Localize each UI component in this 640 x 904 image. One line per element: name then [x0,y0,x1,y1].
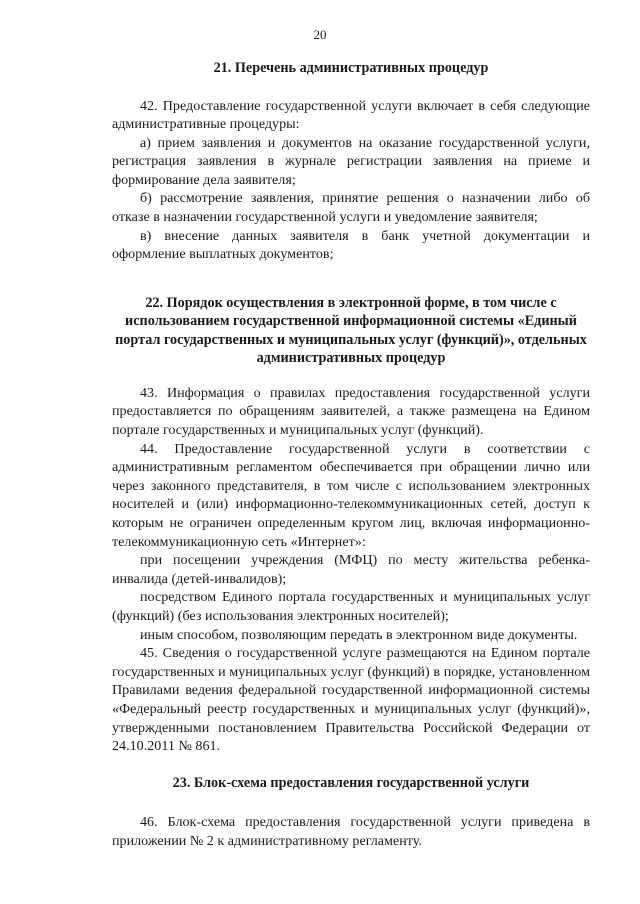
paragraph-44-portal: посредством Единого портала государственных и муниципальных услуг (функций) (без использования электронных носителей); [112,589,590,624]
section-23-heading: 23. Блок-схема предоставления государственной услуги [172,774,530,791]
paragraph-43: 43. Информация о правилах предоставления государственной услуги предоставляется по обращениям заявителей, а также размещена на Едином портале государственных и муниципальных услуг (функций). [112,384,590,439]
section-21-heading: 21. Перечень административных процедур [213,60,489,76]
paragraph-42c: в) внесение данных заявителя в банк учетной документации и оформление выплатных документов; [112,227,590,263]
paragraph-44-other: иным способом, позволяющим передать в электронном виде документы. [140,626,578,643]
page-number: 20 [313,27,327,42]
paragraph-44-mfc: при посещении учреждения (МФЦ) по месту жительства ребенка-инвалида (детей-инвалидов); [112,552,590,587]
paragraph-45: 45. Сведения о государственной услуге размещаются на Едином портале государственных и муниципальных услуг (функций) в порядке, установленном Правилами ведения федеральной государственной информационной системы «Федеральный реестр государственных и муниципальных услуг (функций)», утвержденными постановлением Правительства Российской Федерации от 24.10.2011 № 861. [112,645,590,755]
section-22-heading: 22. Порядок осуществления в электронной форме, в том числе с использованием государственной информационной системы «Единый портал государственных и муниципальных услуг (функций)», отдельных административных процедур [115,294,587,367]
paragraph-46: 46. Блок-схема предоставления государственной услуги приведена в приложении № 2 к административному регламенту. [112,814,590,849]
paragraph-42a: а) прием заявления и документов на оказание государственной услуги, регистрация заявления в журнале регистрации заявления на приеме и формирование дела заявителя; [112,134,590,188]
section-23-body [112,813,590,850]
paragraph-44: 44. Предоставление государственной услуги в соответствии с административным регламентом обеспечивается при обращении лично или через законного представителя, в том числе с использованием электронных носителей и (или) информационно-телекоммуникационных сетей, доступ к которым не ограничен определенным кругом лиц, включая информационно-телекоммуникационную сеть «Интернет»: [112,440,590,550]
paragraph-42: 42. Предоставление государственной услуги включает в себя следующие административные процедуры: [112,97,590,133]
section-22-body [112,384,590,756]
section-21-body [112,97,590,264]
paragraph-42b: б) рассмотрение заявления, принятие решения о назначении либо об отказе в назначении государственной услуги и уведомление заявителя; [112,190,590,226]
